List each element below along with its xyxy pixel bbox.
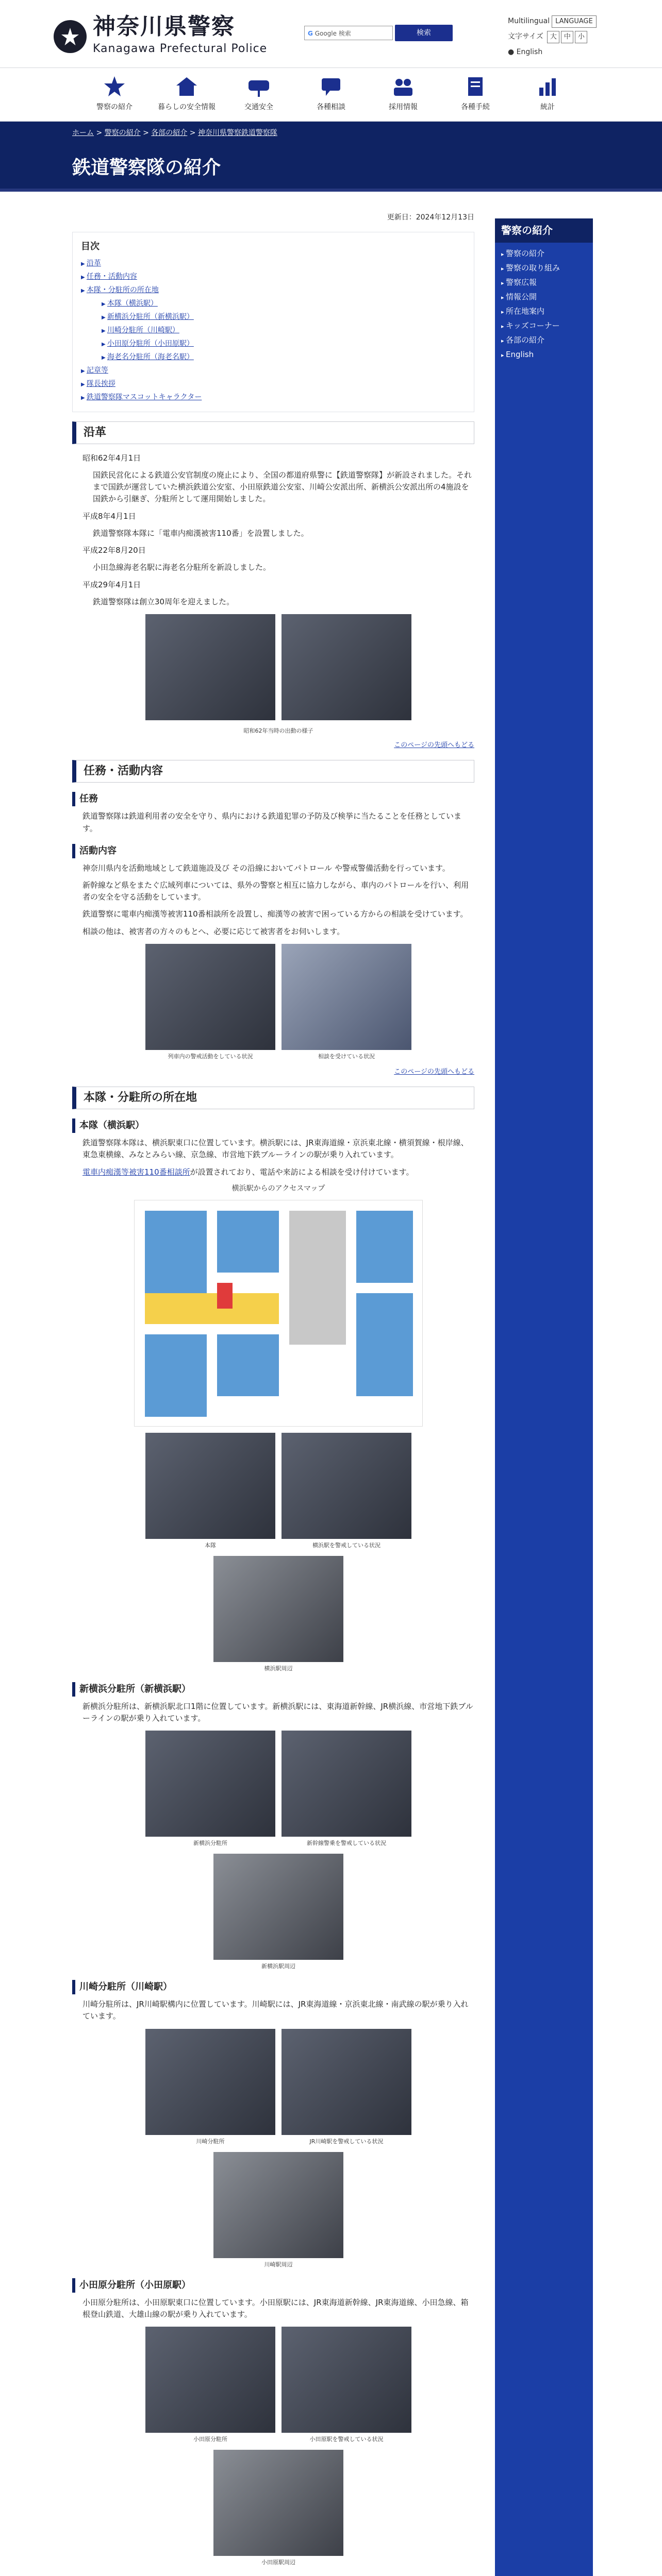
history-text: 鉄道警察隊本隊に「電車内痴漢被害110番」を設置しました。 [93,528,309,538]
back-to-top-link[interactable]: このページの先頭へもどる [394,1068,474,1076]
photo-caption: 列車内の警戒活動をしている状況 [168,1053,253,1060]
toc-item[interactable]: ▶ 隊長挨拶 [81,378,466,391]
kawasaki-patrol-photo [282,2029,411,2135]
multilingual-label: Multilingual [508,17,550,25]
search-input[interactable]: G Google 検索 [304,26,393,40]
traffic-light-icon [247,75,270,98]
sidebar-item-kids[interactable]: ▸ キッズコーナー [501,319,587,333]
photo-caption: JR川崎駅を警戒している状況 [309,2138,384,2145]
access-map [134,1200,423,1427]
nav-recruit[interactable]: 採用情報 [367,68,439,121]
crumb-police-intro[interactable]: 警察の紹介 [104,129,141,137]
photo-caption: 横浜駅を警戒している状況 [312,1541,380,1549]
toc-subitem[interactable]: ▶ 小田原分駐所（小田原駅） [81,337,466,351]
shinkansen-patrol-photo [282,1731,411,1837]
site-subtitle: Kanagawa Prefectural Police [93,42,268,55]
document-icon [464,75,487,98]
toc-item[interactable]: ▶ 本隊・分駐所の所在地 [81,284,466,297]
history-date: 昭和62年4月1日 [82,453,141,463]
photo-caption: 新幹線警乗を警戒している状況 [307,1840,386,1847]
history-text: 鉄道警察隊は創立30周年を迎えました。 [93,597,235,606]
kawasaki-office-photo [145,2029,275,2135]
nav-consult[interactable]: 各種相談 [295,68,367,121]
site-header [0,0,662,68]
activity-section [72,862,474,1061]
history-photo-2 [282,614,411,720]
kawasaki-heading: 川崎分駐所（川崎駅） [72,1980,474,1994]
crumb-home[interactable]: ホーム [72,129,94,137]
activity-subheading: 活動内容 [72,844,474,858]
font-size-medium-button[interactable]: 中 [561,31,573,43]
activity-text: 新幹線など県をまたぐ広域列車については、県外の警察と相互に協力しながら、車内のパトロールを行い、利用者の安全を守る活動をしています。 [82,880,469,902]
site-logo[interactable] [54,15,267,58]
breadcrumb: ホーム > 警察の紹介 > 各部の紹介 > 神奈川県警察鉄道警察隊 [0,122,662,144]
house-icon [175,75,198,98]
photo-caption: 本隊 [205,1541,216,1549]
toc-subitem[interactable]: ▶ 新横浜分駐所（新横浜駅） [81,311,466,324]
sidebar-item-disclosure[interactable]: ▸ 情報公開 [501,290,587,304]
photo-caption: 川崎駅周辺 [264,2261,293,2268]
sidebar-item-intro[interactable]: ▸ 警察の紹介 [501,247,587,261]
locations-heading: 本隊・分駐所の所在地 [72,1087,474,1109]
odawara-patrol-photo [282,2327,411,2433]
nav-police-intro[interactable]: 警察の紹介 [78,68,151,121]
toc-item[interactable]: ▶ 鉄道警察隊マスコットキャラクター [81,391,466,404]
consult-photo [282,944,411,1050]
crumb-railway-police[interactable]: 神奈川県警察鉄道警察隊 [197,129,277,137]
site-title: 神奈川県警察 [93,13,235,40]
main-content [72,192,474,2576]
photo-caption: 横浜駅周辺 [264,1665,293,1672]
photo-caption: 昭和62年当時の出動の様子 [243,727,313,735]
toc-subitem[interactable]: ▶ 川崎分駐所（川崎駅） [81,324,466,337]
photo-caption: 小田原分駐所 [193,2436,227,2443]
photo-caption: 新横浜駅周辺 [261,1963,295,1970]
people-icon [392,75,415,98]
sidebar-item-pr[interactable]: ▸ 警察広報 [501,276,587,290]
main-office-heading: 本隊（横浜駅） [72,1118,474,1133]
font-size-small-button[interactable]: 小 [575,31,587,43]
bar-chart-icon [536,75,559,98]
photo-caption: 相談を受けている状況 [318,1053,375,1060]
table-of-contents [72,232,474,412]
global-nav [0,68,662,122]
updated-date: 更新日：2024年12月13日 [387,213,474,222]
toc-subitem[interactable]: ▶ 本隊（横浜駅） [81,297,466,311]
nav-procedures[interactable]: 各種手続 [439,68,511,121]
nav-safety[interactable]: 暮らしの安全情報 [151,68,223,121]
police-emblem-icon [54,20,87,53]
search-button[interactable]: 検索 [395,25,453,41]
page-title: 鉄道警察隊の紹介 [0,144,662,192]
history-text: 小田急線海老名駅に海老名分駐所を新設しました。 [93,563,271,572]
main-office-section [72,1137,474,1673]
english-link[interactable]: ● English [508,48,543,56]
location-text: 新横浜分駐所は、新横浜駅北口1階に位置しています。新横浜駅には、東海道新幹線、JR横浜線、市営地下鉄ブルーラインの駅が乗り入れています。 [82,1701,473,1723]
activity-text: 神奈川県内を活動地域として鉄道施設及び その沿線においてパトロール や警戒警備活動を行っています。 [82,863,450,873]
odawara-heading: 小田原分駐所（小田原駅） [72,2278,474,2293]
toc-item[interactable]: ▶ 沿革 [81,257,466,270]
star-icon [103,75,126,98]
odawara-aerial-photo [213,2450,343,2556]
toc-heading: 目次 [81,241,100,252]
history-date: 平成22年8月20日 [82,546,146,555]
yokohama-aerial-photo [213,1556,343,1662]
crumb-departments[interactable]: 各部の紹介 [151,129,188,137]
shinyokohama-section [72,1701,474,1971]
photo-caption: 小田原駅周辺 [261,2559,295,2566]
toc-item[interactable]: ▶ 記章等 [81,364,466,378]
sidebar [495,218,593,2576]
language-button[interactable]: LANGUAGE [552,15,597,28]
kawasaki-section [72,1998,474,2269]
shinyokohama-office-photo [145,1731,275,1837]
consult-center-link[interactable]: 電車内痴漢等被害110番相談所 [82,1167,190,1177]
yokohama-patrol-photo [282,1433,411,1539]
kawasaki-aerial-photo [213,2152,343,2258]
location-text: が設置されており、電話や来訪による相談を受け付けています。 [190,1167,414,1177]
location-text: 鉄道警察隊本隊は、横浜駅東口に位置しています。横浜駅には、JR東海道線・京浜東北線・横須賀線・根岸線、東急東横線、みなとみらい線、京急線、市営地下鉄ブルーラインの駅が乗り入れています。 [82,1138,469,1160]
history-heading: 沿革 [72,421,474,444]
sidebar-item-departments[interactable]: ▸ 各部の紹介 [501,333,587,348]
sidebar-item-english[interactable]: ▸ English [501,348,587,362]
nav-statistics[interactable]: 統計 [511,68,584,121]
access-map-title: 横浜駅からのアクセスマップ [231,1184,325,1193]
patrol-photo [145,944,275,1050]
photo-caption: 川崎分駐所 [196,2138,225,2145]
font-size-label: 文字サイズ [508,32,543,41]
activity-text: 鉄道警察に電車内痴漢等被害110番相談所を設置し、痴漢等の被害で困っている方からの相談を受けています。 [82,909,468,919]
history-date: 平成8年4月1日 [82,511,136,521]
shinyokohama-aerial-photo [213,1854,343,1960]
main-office-photo [145,1433,275,1539]
history-date: 平成29年4月1日 [82,580,141,589]
chat-icon [320,75,342,98]
location-text: 小田原分駐所は、小田原駅東口に位置しています。小田原駅には、JR東海道新幹線、JR東海道線、小田急線、箱根登山鉄道、大雄山線の駅が乗り入れています。 [82,2297,469,2319]
utility-menu [508,13,597,60]
odawara-office-photo [145,2327,275,2433]
history-photo-1 [145,614,275,720]
photo-caption: 小田原駅を警戒している状況 [309,2436,384,2443]
sidebar-item-locations[interactable]: ▸ 所在地案内 [501,304,587,319]
mission-heading: 任務・活動内容 [72,760,474,783]
shinyokohama-heading: 新横浜分駐所（新横浜駅） [72,1682,474,1697]
odawara-section [72,2297,474,2567]
activity-text: 相談の他は、被害者の方々のもとへ、必要に応じて被害者をお伺いします。 [82,926,345,936]
nav-traffic[interactable]: 交通安全 [223,68,295,121]
sidebar-item-initiatives[interactable]: ▸ 警察の取り組み [501,261,587,276]
toc-item[interactable]: ▶ 任務・活動内容 [81,270,466,284]
font-size-large-button[interactable]: 大 [547,31,559,43]
photo-caption: 新横浜分駐所 [193,1840,227,1847]
sidebar-heading: 警察の紹介 [495,218,593,243]
toc-subitem[interactable]: ▶ 海老名分駐所（海老名駅） [81,351,466,364]
back-to-top-link[interactable]: このページの先頭へもどる [394,741,474,750]
history-section [72,452,474,736]
mission-text: 鉄道警察隊は鉄道利用者の安全を守り、県内における鉄道犯罪の予防及び検挙に当たることを任務としています。 [82,811,462,833]
location-text: 川崎分駐所は、JR川崎駅構内に位置しています。川崎駅には、JR東海道線・京浜東北線・南武線の駅が乗り入れています。 [82,1999,469,2021]
mission-subheading: 任務 [72,792,474,806]
history-text: 国鉄民営化による鉄道公安官制度の廃止により、全国の都道府県警に【鉄道警察隊】が新設されました。それまで国鉄が運営していた横浜鉄道公安室、小田原鉄道公安室、川崎公安派出所、新横浜公安派出所の4施設を国鉄から引継ぎ、分駐所として運用開始しました。 [93,470,472,504]
